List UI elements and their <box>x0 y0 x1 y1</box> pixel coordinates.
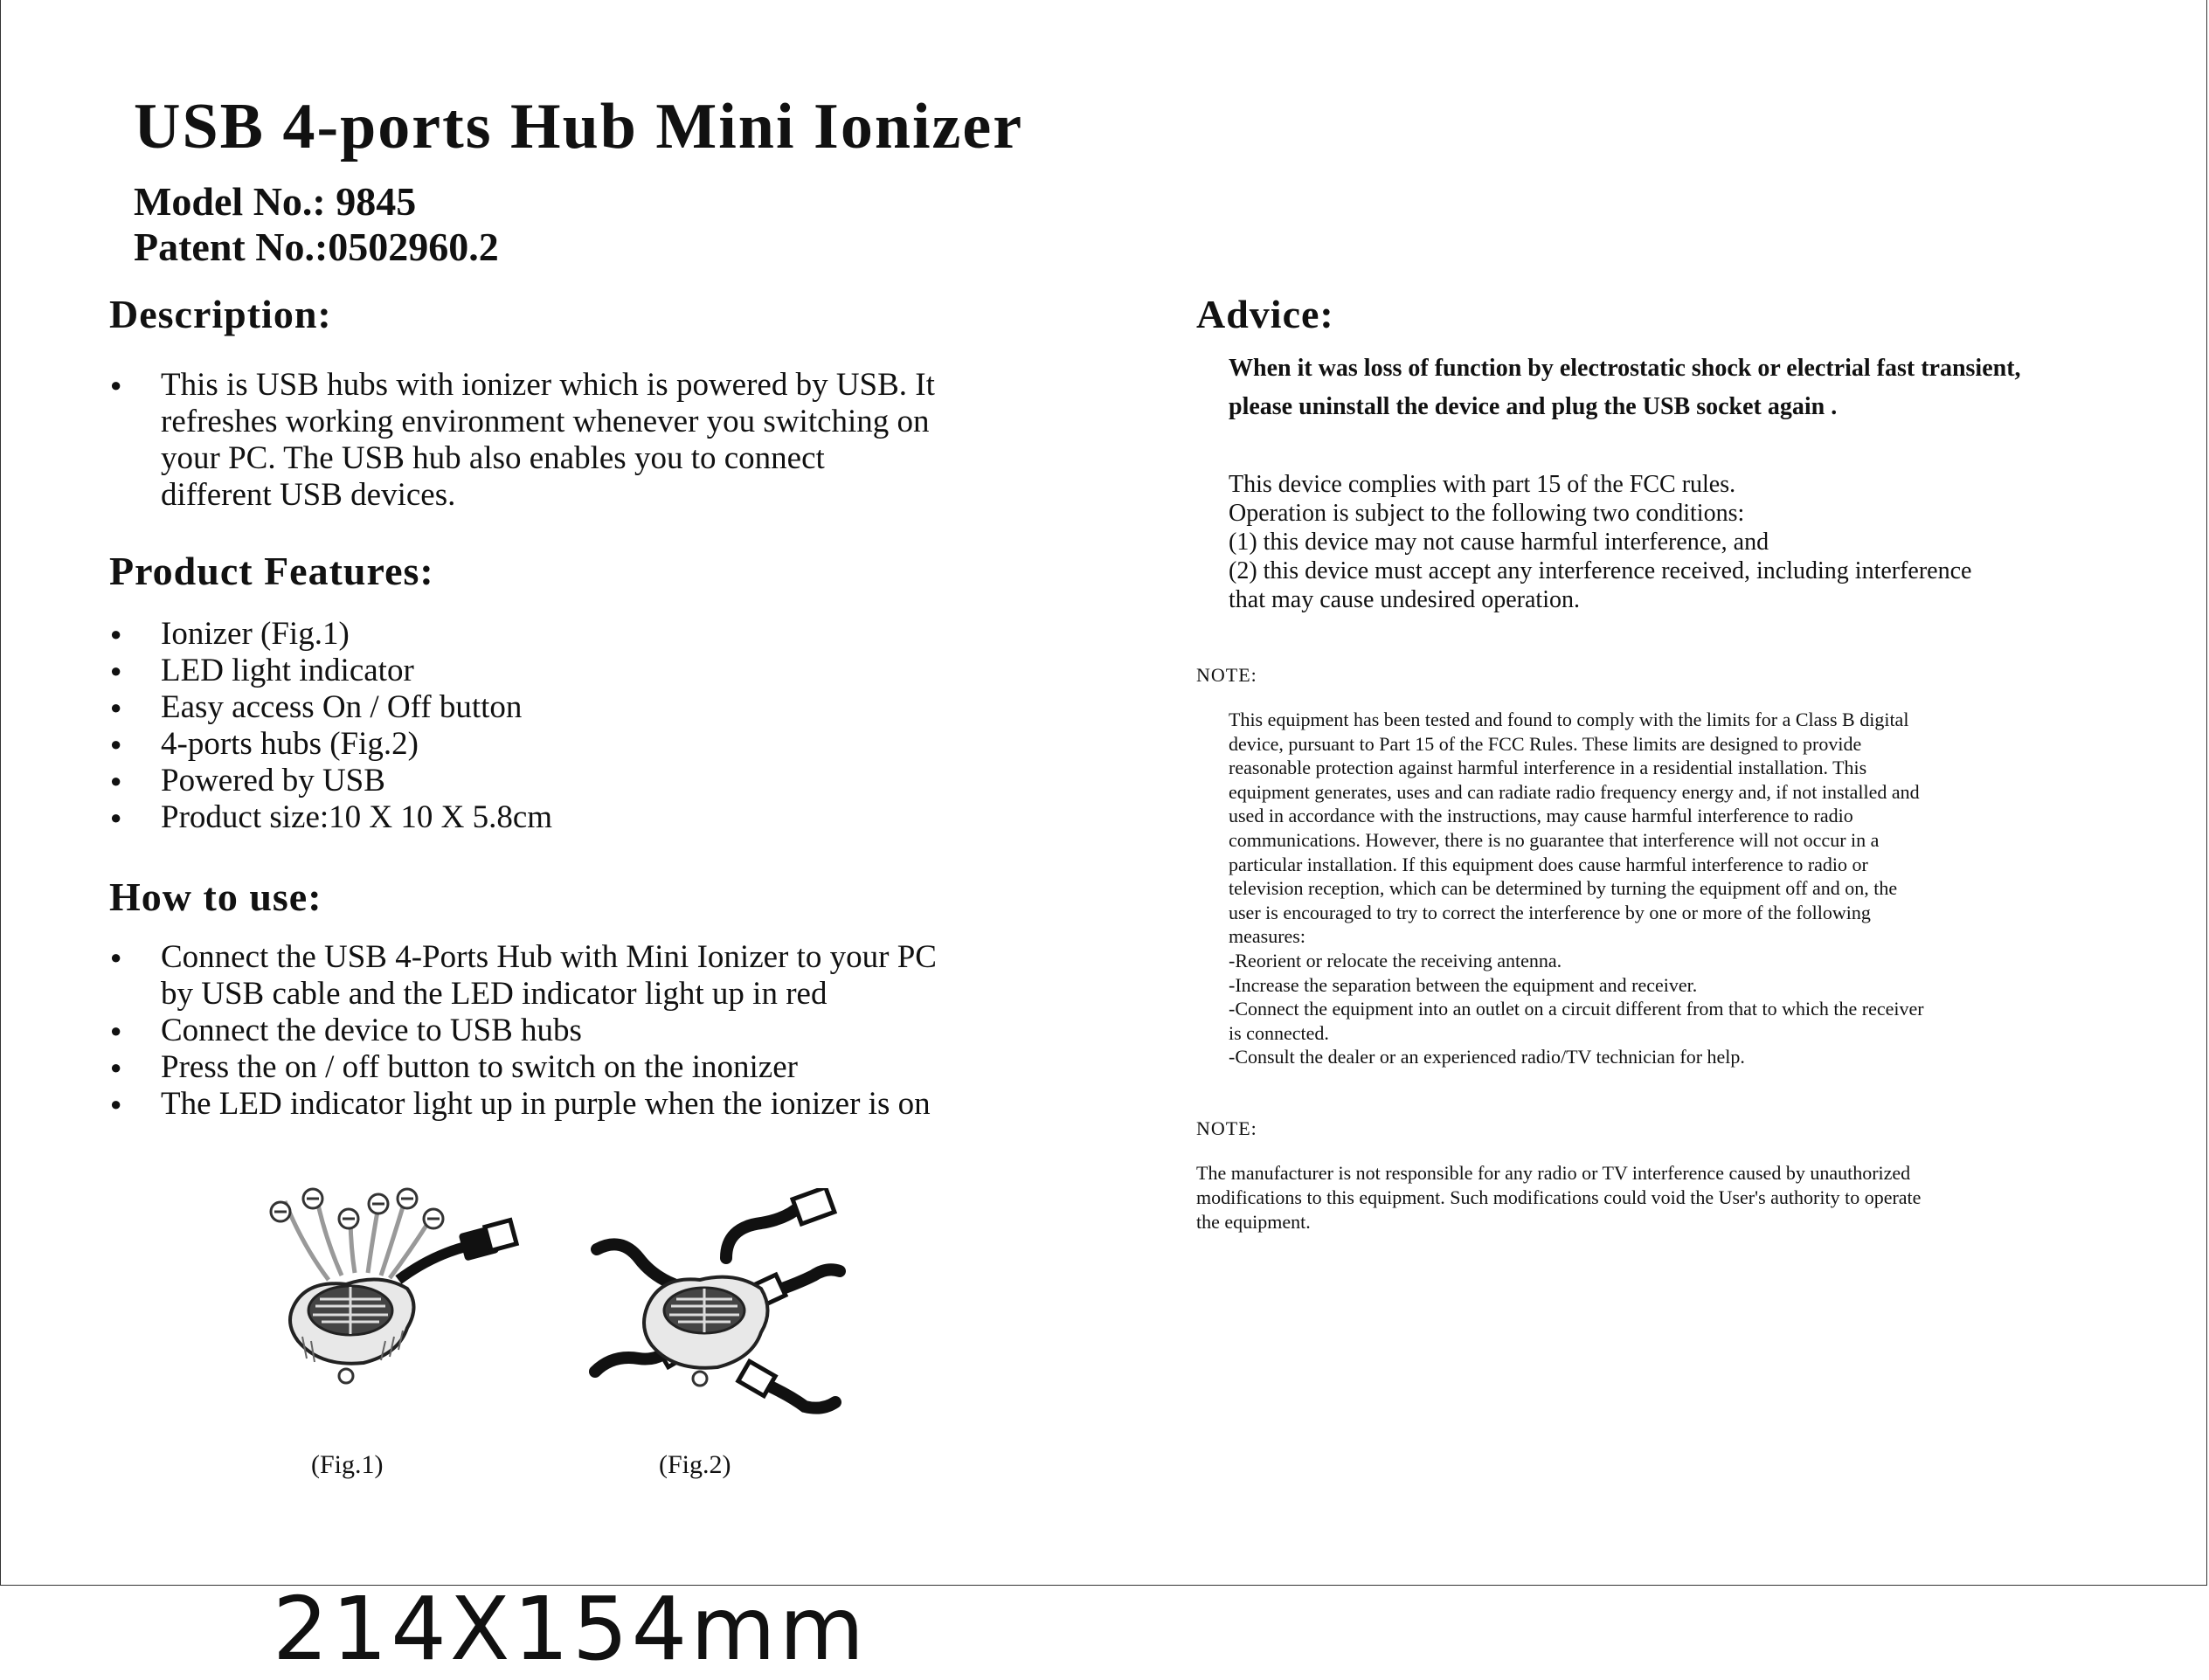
fcc-line: (1) this device may not cause harmful interference, and <box>1229 529 1769 556</box>
features-heading: Product Features: <box>109 549 434 593</box>
feature-item: ● 4-ports hubs (Fig.2) <box>104 726 552 763</box>
note1-line: communications. However, there is no guarantee that interference will not occur in a <box>1229 828 1880 851</box>
fcc-line: (2) this device must accept any interference received, including interference <box>1229 557 1972 584</box>
dimension-label: 214X154mm <box>273 1578 869 1680</box>
note1-line: -Consult the dealer or an experienced radio/TV technician for help. <box>1229 1046 1745 1068</box>
note2-label: NOTE: <box>1196 1117 1257 1139</box>
fcc-line: that may cause undesired operation. <box>1229 586 1580 613</box>
fig1-caption: (Fig.1) <box>311 1450 384 1479</box>
feature-item: ● Ionizer (Fig.1) <box>104 616 552 653</box>
fcc-line: This device complies with part 15 of the FCC rules. <box>1229 471 1736 498</box>
fcc-statement <box>1229 470 1971 614</box>
note2-line: The manufacturer is not responsible for any radio or TV interference caused by unauthorized <box>1196 1162 1911 1184</box>
how-to-use-item: ● The LED indicator light up in purple when the ionizer is on <box>104 1086 937 1123</box>
note1-line: -Increase the separation between the equipment and receiver. <box>1229 973 1698 996</box>
description-heading: Description: <box>109 292 332 336</box>
note1-line: used in accordance with the instructions, may cause harmful interference to radio <box>1229 805 1853 827</box>
note1-line: reasonable protection against harmful interference in a residential installation. This <box>1229 757 1867 779</box>
description-list <box>104 367 935 514</box>
description-line: your PC. The USB hub also enables you to connect <box>161 440 825 476</box>
note1-line: user is encouraged to try to correct the interference by one or more of the following <box>1229 901 1871 923</box>
note2-line: modifications to this equipment. Such modifications could void the User's authority to operate <box>1196 1186 1922 1208</box>
model-number: Model No.: 9845 <box>134 179 417 224</box>
description-paragraph <box>104 367 935 514</box>
note1-line: This equipment has been tested and found to comply with the limits for a Class B digital <box>1229 709 1909 730</box>
usb-plug-icon <box>793 1188 834 1224</box>
feature-item: ● Easy access On / Off button <box>104 689 552 726</box>
note2-body <box>1196 1161 1921 1234</box>
note1-line: particular installation. If this equipment does cause harmful interference to radio or <box>1229 853 1868 875</box>
how-to-use-line: ● Connect the USB 4-Ports Hub with Mini Ionizer to your PC <box>161 939 937 975</box>
how-to-use-line: by USB cable and the LED indicator light up in red <box>161 976 828 1012</box>
note1-label: NOTE: <box>1196 664 1257 686</box>
note1-body <box>1229 708 1924 1069</box>
note1-line: equipment generates, uses and can radiate radio frequency energy and, if not installed and <box>1229 780 1920 803</box>
note1-line: measures: <box>1229 925 1305 948</box>
how-to-use-list <box>104 939 937 1123</box>
advice-heading: Advice: <box>1196 292 1334 336</box>
description-line: ● This is USB hubs with ionizer which is powered by USB. It <box>161 367 935 403</box>
description-line: refreshes working environment whenever you switching on <box>161 404 930 439</box>
feature-item: ● LED light indicator <box>104 653 552 689</box>
how-to-use-item <box>104 939 937 1013</box>
feature-item: ● Product size:10 X 10 X 5.8cm <box>104 799 552 836</box>
advice-line: please uninstall the device and plug the USB socket again . <box>1229 393 1838 420</box>
note1-line: -Reorient or relocate the receiving antenna. <box>1229 949 1562 971</box>
product-meta <box>134 179 499 270</box>
usb-plug-icon <box>459 1220 517 1262</box>
how-to-use-item: ● Connect the device to USB hubs <box>104 1013 937 1049</box>
fig1-ionizer-illustration <box>259 1175 521 1402</box>
advice-text <box>1229 349 2021 426</box>
features-list <box>104 616 552 836</box>
note1-line: television reception, which can be determined by turning the equipment off and on, the <box>1229 877 1898 900</box>
description-line: different USB devices. <box>161 477 456 513</box>
how-to-use-item: ● Press the on / off button to switch on the inonizer <box>104 1049 937 1086</box>
note1-line: device, pursuant to Part 15 of the FCC Rules. These limits are designed to provide <box>1229 732 1862 755</box>
patent-number: Patent No.:0502960.2 <box>134 225 499 269</box>
note1-line: -Connect the equipment into an outlet on a circuit different from that to which the receiver <box>1229 998 1924 1020</box>
advice-line: When it was loss of function by electrostatic shock or electrial fast transient, <box>1229 355 2021 382</box>
fig2-caption: (Fig.2) <box>659 1450 731 1479</box>
how-to-use-heading: How to use: <box>109 875 322 919</box>
feature-item: ● Powered by USB <box>104 763 552 799</box>
fcc-line: Operation is subject to the following two conditions: <box>1229 500 1745 527</box>
note1-line: is connected. <box>1229 1021 1329 1044</box>
product-title: USB 4-ports Hub Mini Ionizer <box>134 91 1024 162</box>
note2-line: the equipment. <box>1196 1211 1311 1233</box>
fig2-hub-illustration <box>586 1188 848 1415</box>
